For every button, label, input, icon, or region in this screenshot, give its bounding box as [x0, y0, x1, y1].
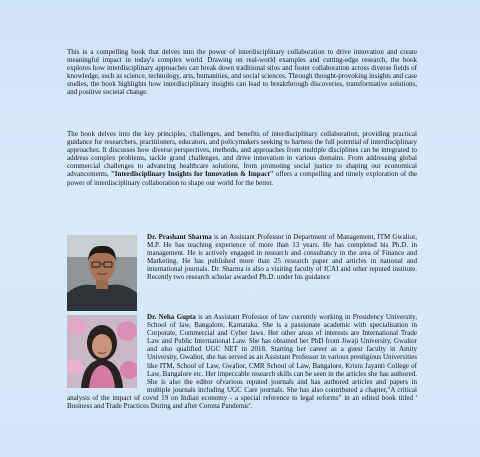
author-portrait-man: [67, 235, 137, 311]
author-block-neha: [67, 313, 417, 410]
back-cover: [67, 0, 417, 457]
description-text: The book delves into the key principles, challenges, and benefits of interdisciplinary collaboration, providing practical guidance for researchers, practitioners, educators, and policymakers seeking to harness the full potential of interdisciplinary approaches. It discusses how diverse perspectives, methods, and approaches from multiple disciplines can be integrated to address complex problems, tackle grand challenges, and drive innovation in various domains. From addressing global commercial challenges to advancing healthcare solutions, from promoting social justice to shaping our economical advancements,: [67, 130, 417, 179]
author-bio-text-neha: is an Assistant Professor of law currently working in Presidency University, School of law, Bangalore, Karnataka. She is a passionate academic with specialisation in Corporate, Commercial and Cyber laws. Her other areas of interests are International Trade Law and Public International Law. She has obtained her PhD from Jiwaji University, Gwalior and also qualified UGC NET in 2018. Starting her career as a guest faculty in Amity University, Gwalior, she has served as an Assistant Professor in various prestigious Universities like ITM, School of Law, Gwalior, CMR School of Law, Bangalore, Kristu Jayanti College of Law, Bangalore etc. Her impeccable research skills can be seen in the articles she has authored. She is also the editor ofvarious reputed journals and has authored articles and papers in multiple journals including UGC Care journals. She has also contributed a chapter,"A critical analysis of the impact of covid 19 on Indian economy - a special reference to legal reforms" in an edited book titled ' Business and Trade Practices During and after Corona Pandemic'.: [67, 313, 417, 411]
author-name-neha: Dr. Neha Gupta: [147, 313, 196, 321]
description-paragraph-2: [67, 130, 417, 187]
author-name-prashant: Dr. Prashant Sharma: [147, 233, 212, 241]
author-block-prashant: [67, 233, 417, 313]
author-photo-neha: [67, 315, 137, 388]
author-portrait-woman: [67, 315, 137, 388]
description-text-end: offers a compelling and timely exploration of the power of interdisciplinary collaboration to shape our world for the better.: [67, 170, 418, 187]
author-photo-prashant: [67, 235, 137, 311]
book-title-inline: "Interdisciplinary Insights for Innovation & Impact": [110, 170, 274, 179]
author-bio-text-prashant: is an Assistant Professor in Department of Management, ITM Gwalior, M.P. He has teaching experience of more than 13 years. He has completed his Ph.D. in management. He is actively engaged in research and consultancy in the area of Finance and Marketing. He has published more than 25 research paper and articles in national and international journals. Dr. Sharma is also a visiting faculty of ICAI and other reputed institute. Recently two research scholar awarded Ph.D. under his guidance: [147, 233, 417, 282]
description-paragraph-1: This is a compelling book that delves into the power of interdisciplinary collaboration to drive innovation and create meaningful impact in today's complex world. Drawing on real-world examples and cutting-edge research, the book explores how interdisciplinary approaches can break down traditional silos and foster collaboration across diverse fields of knowledge, such as science, technology, arts, humanities, and social sciences. Through thought-provoking insights and case studies, the book highlights how interdisciplinary insights can lead to breakthrough discoveries, transformative solutions, and positive societal change.: [67, 48, 417, 97]
